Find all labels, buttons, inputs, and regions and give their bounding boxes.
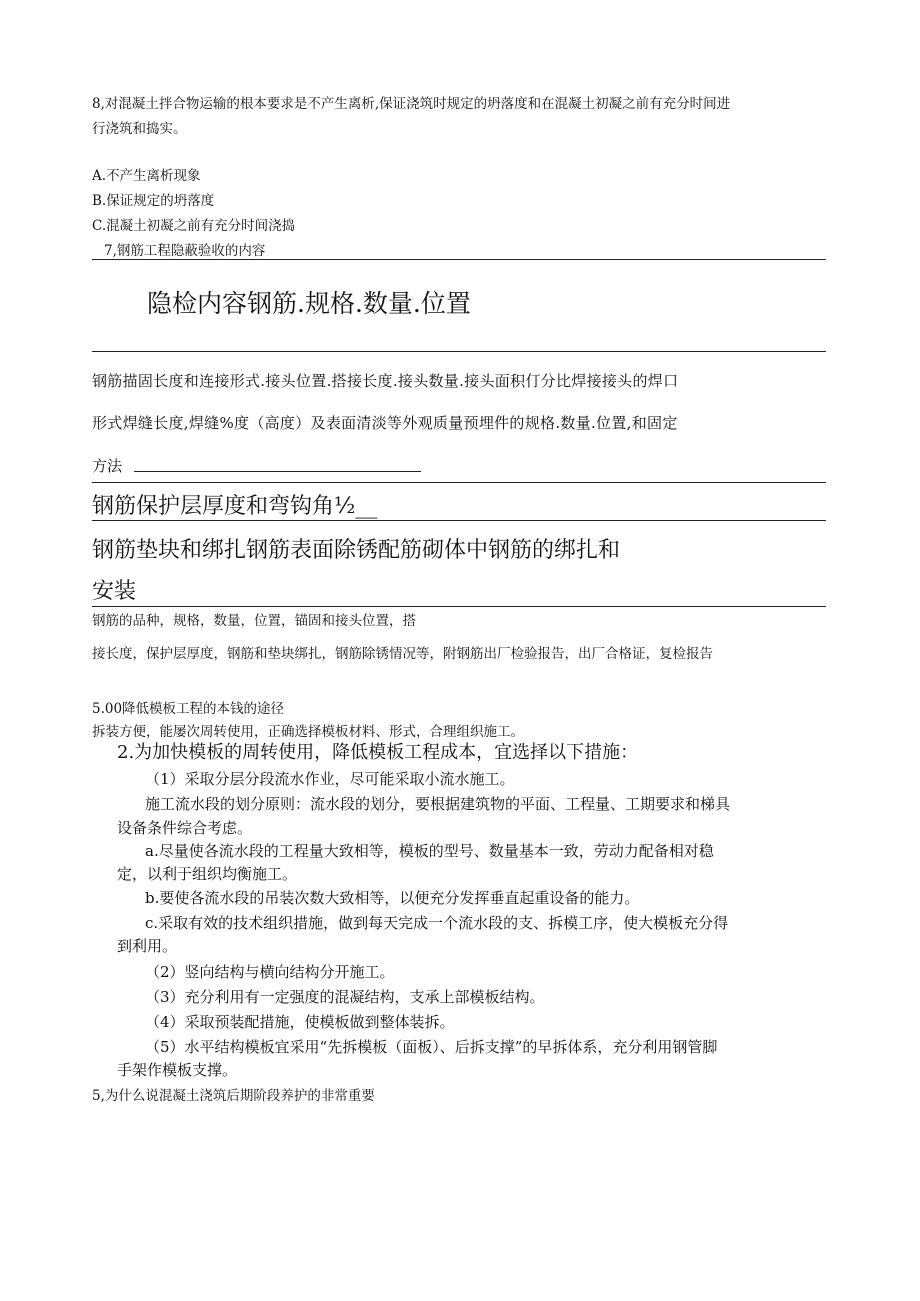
q7-heading-3-line1: 钢筋垫块和绑扎钢筋表面除锈配筋砌体中钢筋的绑扎和 (92, 538, 621, 563)
measure-4: （4）采取预装配措施，使模板做到整体装拆。 (145, 1013, 455, 1031)
q7-small-line2: 接长度，保护层厚度，钢筋和垫块绑扎，钢筋除锈情况等，附钢筋出厂检验报告，出厂合格证，复检报告 (92, 646, 713, 662)
measure-5-line2: 手架作模板支撑。 (117, 1061, 238, 1079)
q8-option-c: C.混凝土初凝之前有充分时间浇捣 (92, 218, 296, 234)
q7-small-line1: 钢筋的品种，规格，数量，位置，锚固和接头位置，搭 (92, 613, 416, 629)
measure-2: （2）竖向结构与横向结构分开施工。 (145, 963, 395, 981)
q7-detail-line2: 形式焊缝长度,焊缝%度（高度）及表面清淡等外观质量预埋件的规格.数量.位置,和固定 (92, 414, 678, 432)
q8-line1: 8,对混凝土拌合物运输的根本要求是不产生离析,保证浇筑时规定的坍落度和在混凝土初凝之前有充分时间进 (92, 96, 731, 112)
principle-line1: 施工流水段的划分原则：流水段的划分，要根据建筑物的平面、工程量、工期要求和梯具 (145, 795, 731, 813)
divider (92, 482, 826, 483)
divider (92, 259, 826, 260)
divider (92, 520, 826, 521)
fill-in-underline (134, 471, 421, 472)
item-c-line1: c.采取有效的技术组织措施，做到每天完成一个流水段的支、拆模工序，使大模板充分得 (145, 914, 729, 932)
q7-detail-line3: 方法 (92, 457, 123, 475)
measure-1: （1）采取分层分段流水作业，尽可能采取小流水施工。 (145, 770, 515, 788)
q7-title: 7,钢筋工程隐蔽验收的内容 (104, 243, 266, 259)
q7-detail-line1: 钢筋描固长度和连接形式.接头位置.搭接长度.接头数量.接头面积仃分比焊接接头的焊口 (92, 372, 679, 390)
q5-title: 5.00降低模板工程的本钱的途径 (92, 701, 285, 717)
item-a-line1: a.尽量使各流水段的工程量大致相等，模板的型号、数量基本一致，劳动力配备相对稳 (145, 842, 714, 860)
q8-line2: 行浇筑和捣实。 (92, 121, 187, 137)
q7-heading-2: 钢筋保护层厚度和弯钩角½__ (92, 494, 378, 519)
q8-option-b: B.保证规定的坍落度 (92, 193, 215, 209)
item-c-line2: 到利用。 (117, 937, 178, 955)
q5b-title: 5,为什么说混凝土浇筑后期阶段养护的非常重要 (92, 1088, 375, 1104)
item-a-line2: 定，以利于组织均衡施工。 (117, 865, 298, 883)
q8-option-a: A.不产生离析现象 (92, 168, 201, 184)
item-b: b.要使各流水段的吊装次数大致相等，以便充分发挥垂直起重设备的能力。 (145, 889, 640, 907)
divider (92, 351, 826, 352)
divider (92, 606, 826, 607)
q5-answer: 拆装方便，能屡次周转使用，正确选择模板材料、形式，合理组织施工。 (92, 724, 524, 740)
q7-heading-3-line2: 安装 (92, 579, 137, 604)
principle-line2: 设备条件综合考虑。 (117, 819, 253, 837)
measure-5-line1: （5）水平结构模板宜采用“先拆模板（面板）、后拆支撑”的早拆体系，充分利用钢管脚 (145, 1038, 718, 1056)
measure-3: （3）充分利用有一定强度的混凝结构，支承上部模板结构。 (145, 988, 545, 1006)
q5-heading: 2.为加快模板的周转使用，降低模板工程成本，宜选择以下措施： (117, 742, 639, 763)
q7-big-heading: 隐检内容钢筋.规格.数量.位置 (147, 289, 471, 318)
